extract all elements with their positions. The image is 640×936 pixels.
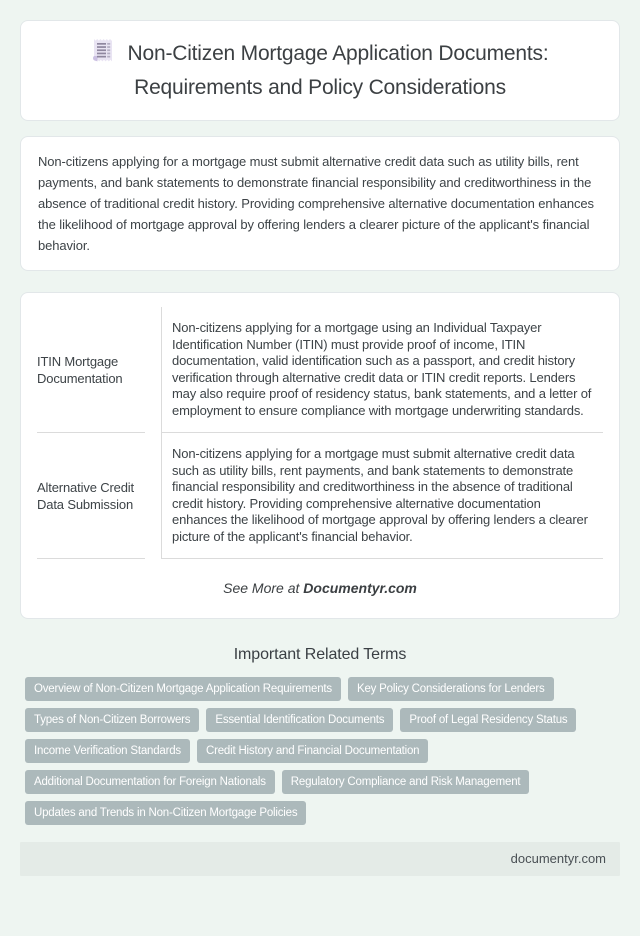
footer-site-link[interactable]: documentyr.com bbox=[510, 851, 606, 866]
header-card bbox=[20, 20, 620, 121]
doc-table-body bbox=[37, 307, 603, 559]
see-more-prefix: See More at bbox=[223, 580, 304, 596]
related-term-chip[interactable]: Updates and Trends in Non-Citizen Mortgage Policies bbox=[25, 801, 306, 825]
related-term-chip[interactable]: Types of Non-Citizen Borrowers bbox=[25, 708, 199, 732]
table-row-text: Non-citizens applying for a mortgage using an Individual Taxpayer Identification Number (ITIN) must provide proof of income, ITIN documentation, valid identification such as a passport, and credit history verification through alternative credit data or ITIN credit reports. Lenders may also require proof of residency status, bank statements, and a letter of employment to ensure compliance with mortgage underwriting standards. bbox=[161, 307, 603, 433]
related-terms-list bbox=[20, 677, 620, 825]
related-term-chip[interactable]: Proof of Legal Residency Status bbox=[400, 708, 576, 732]
related-term-chip[interactable]: Credit History and Financial Documentation bbox=[197, 739, 428, 763]
related-term-chip[interactable]: Regulatory Compliance and Risk Management bbox=[282, 770, 530, 794]
table-row-label: Alternative Credit Data Submission bbox=[37, 433, 145, 559]
footer-bar bbox=[20, 842, 620, 876]
see-more-site-link[interactable]: Documentyr.com bbox=[303, 580, 417, 596]
related-term-chip[interactable]: Essential Identification Documents bbox=[206, 708, 393, 732]
related-term-chip[interactable]: Income Verification Standards bbox=[25, 739, 190, 763]
receipt-icon bbox=[92, 38, 114, 73]
table-row bbox=[37, 307, 603, 433]
table-row-label: ITIN Mortgage Documentation bbox=[37, 307, 145, 433]
related-term-chip[interactable]: Additional Documentation for Foreign Nationals bbox=[25, 770, 275, 794]
see-more-line bbox=[21, 559, 619, 606]
page-title bbox=[43, 38, 597, 103]
intro-paragraph: Non-citizens applying for a mortgage must submit alternative credit data such as utility bills, rent payments, and bank statements to demonstrate financial responsibility and creditworthiness in the absence of traditional credit history. Providing comprehensive alternative documentation enhances the likelihood of mortgage approval by offering lenders a clearer picture of the applicant's financial behavior. bbox=[38, 154, 594, 253]
document-table bbox=[21, 307, 619, 559]
related-term-chip[interactable]: Key Policy Considerations for Lenders bbox=[348, 677, 554, 701]
document-table-card bbox=[20, 292, 620, 619]
page-title-text: Non-Citizen Mortgage Application Documents: Requirements and Policy Considerations bbox=[127, 42, 549, 99]
table-row bbox=[37, 433, 603, 559]
related-term-chip[interactable]: Overview of Non-Citizen Mortgage Application Requirements bbox=[25, 677, 341, 701]
related-terms-heading: Important Related Terms bbox=[233, 646, 407, 663]
intro-card bbox=[20, 136, 620, 271]
table-row-text: Non-citizens applying for a mortgage must submit alternative credit data such as utility bills, rent payments, and bank statements to demonstrate financial responsibility and creditworthiness in the absence of traditional credit history. Providing comprehensive alternative documentation enhances the likelihood of mortgage approval by offering lenders a clearer picture of the applicant's financial behavior. bbox=[161, 433, 603, 559]
